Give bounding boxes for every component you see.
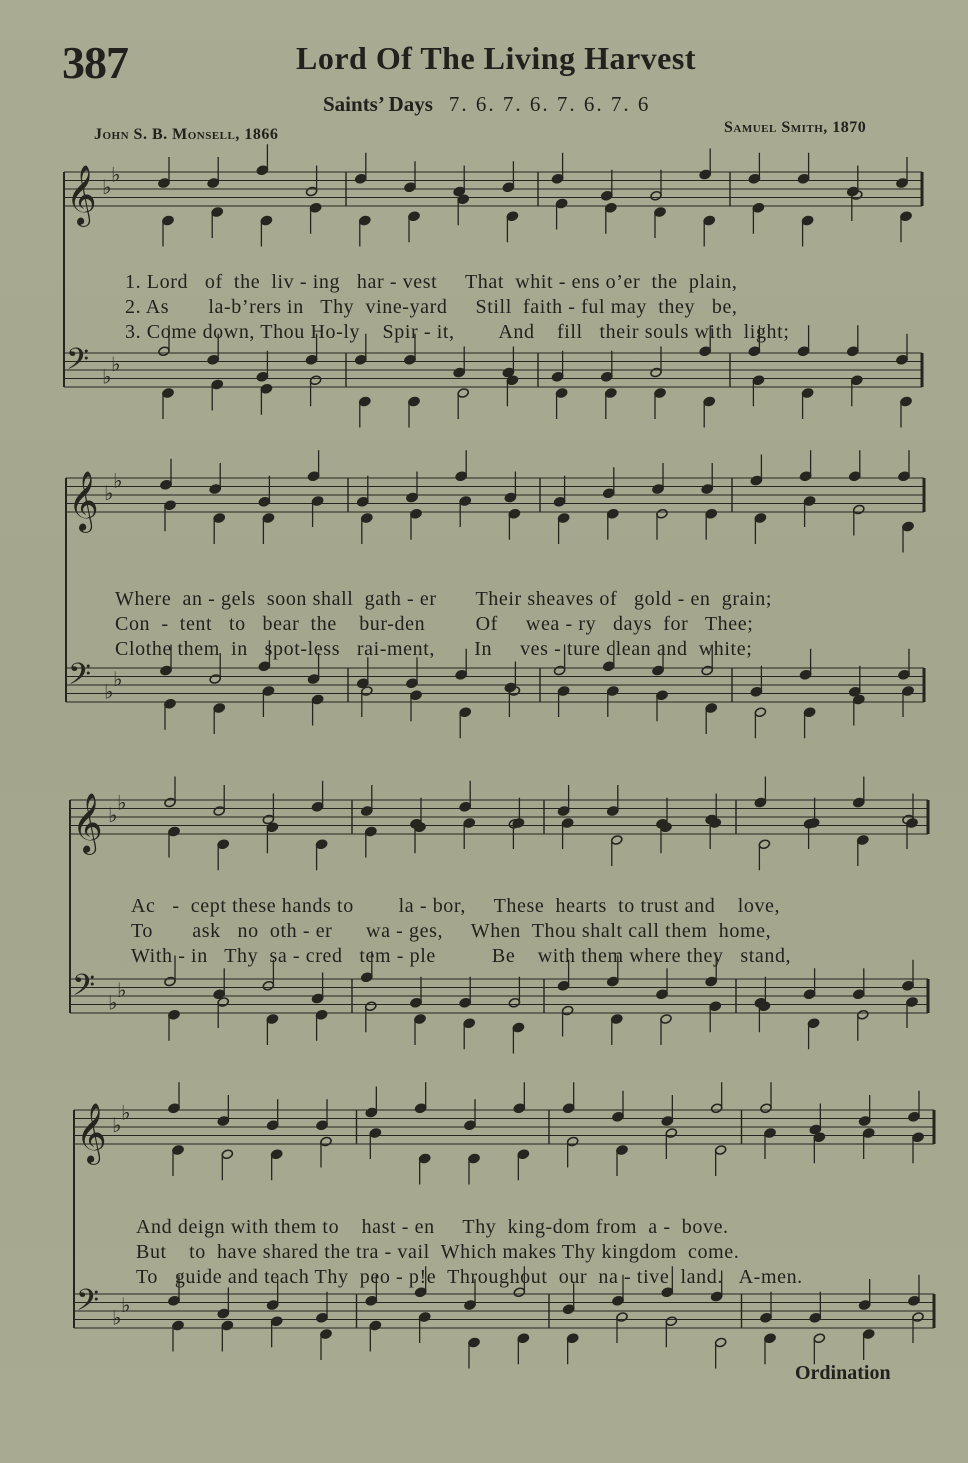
flat-sign: ♭ — [121, 1100, 131, 1125]
flat-sign: ♭ — [104, 481, 114, 505]
note-head — [902, 686, 914, 697]
note-head — [803, 496, 815, 507]
note-head — [408, 396, 420, 407]
flat-sign: ♭ — [113, 666, 123, 691]
note-head — [857, 835, 869, 846]
note-head — [512, 1022, 524, 1033]
flat-sign: ♭ — [117, 977, 127, 1002]
note-head — [566, 1136, 578, 1147]
note-head — [502, 182, 514, 193]
note-head — [207, 178, 219, 189]
tune-name: Ordination — [795, 1362, 891, 1384]
note-head — [457, 388, 469, 399]
note-head — [369, 1128, 381, 1139]
note-head — [605, 202, 617, 213]
note-head — [168, 1009, 180, 1020]
note-head — [656, 690, 668, 701]
meter-line — [323, 92, 650, 117]
note-head — [607, 508, 619, 519]
system-4-lyrics — [136, 1190, 803, 1315]
note-head — [557, 806, 569, 817]
note-head — [217, 839, 229, 850]
note-head — [896, 178, 908, 189]
note-head — [605, 388, 617, 399]
note-head — [164, 500, 176, 511]
flat-sign: ♭ — [112, 1305, 122, 1330]
note-head — [517, 1333, 529, 1344]
flat-sign: ♭ — [111, 351, 121, 376]
verse-2-line-4: But to have shared the tra - vail Which makes Thy kingdom come. — [136, 1241, 740, 1263]
note-head — [660, 1014, 672, 1025]
note-head — [355, 173, 367, 184]
note-head — [661, 1116, 673, 1127]
note-head — [408, 211, 420, 222]
note-head — [418, 1153, 430, 1164]
note-head — [217, 1116, 229, 1127]
note-head — [270, 1149, 282, 1160]
note-head — [561, 818, 573, 829]
system-1-lyrics — [125, 245, 789, 370]
note-head — [463, 1018, 475, 1029]
note-head — [853, 989, 865, 1000]
note-head — [616, 1145, 628, 1156]
note-head — [611, 1014, 623, 1025]
note-head — [764, 1333, 776, 1344]
note-head — [406, 492, 418, 503]
note-head — [652, 484, 664, 495]
flat-sign: ♭ — [102, 175, 112, 199]
note-head — [797, 173, 809, 184]
flat-sign: ♭ — [112, 1113, 122, 1137]
verse-2-line-2: Con - tent to bear the bur-den Of wea - ry days for Thee; — [115, 613, 754, 635]
note-head — [410, 690, 422, 701]
note-head — [164, 797, 176, 808]
note-head — [847, 346, 859, 357]
note-head — [158, 178, 170, 189]
note-head — [566, 1333, 578, 1344]
note-head — [752, 375, 764, 386]
note-head — [256, 371, 268, 382]
note-head — [557, 513, 569, 524]
note-head — [601, 371, 613, 382]
note-head — [748, 173, 760, 184]
note-head — [211, 207, 223, 218]
note-head — [260, 215, 272, 226]
note-head — [801, 215, 813, 226]
note-head — [311, 801, 323, 812]
note-head — [508, 508, 520, 519]
bass-clef: 𝄢 — [76, 1284, 100, 1326]
note-head — [557, 686, 569, 697]
note-head — [699, 169, 711, 180]
meter: 7. 6. 7. 6. 7. 6. 7. 6 — [448, 92, 651, 116]
note-head — [459, 707, 471, 718]
note-head — [754, 797, 766, 808]
note-head — [309, 202, 321, 213]
note-head — [553, 496, 565, 507]
flat-sign: ♭ — [111, 162, 121, 187]
note-head — [162, 388, 174, 399]
note-head — [752, 202, 764, 213]
note-head — [468, 1337, 480, 1348]
note-head — [760, 1103, 772, 1114]
note-head — [750, 475, 762, 486]
treble-clef: 𝄞 — [76, 1103, 107, 1163]
note-head — [359, 215, 371, 226]
note-head — [172, 1320, 184, 1331]
note-head — [665, 1316, 677, 1327]
note-head — [256, 165, 268, 176]
note-head — [459, 496, 471, 507]
note-head — [908, 1111, 920, 1122]
treble-clef: 𝄞 — [68, 471, 99, 531]
note-head — [656, 508, 668, 519]
note-head — [209, 484, 221, 495]
note-head — [320, 1136, 332, 1147]
note-head — [853, 797, 865, 808]
note-head — [709, 1001, 721, 1012]
note-head — [361, 513, 373, 524]
flat-sign: ♭ — [117, 790, 127, 815]
note-head — [414, 1014, 426, 1025]
note-head — [561, 1005, 573, 1016]
note-head — [906, 818, 918, 829]
treble-clef: 𝄞 — [72, 793, 103, 853]
note-head — [858, 1300, 870, 1311]
note-head — [506, 211, 518, 222]
verse-2-line-3: To ask no oth - er wa - ges, When Thou shalt call them home, — [131, 920, 772, 942]
note-head — [162, 215, 174, 226]
note-head — [714, 1145, 726, 1156]
verse-1-line-3: Ac - cept these hands to la - bor, These hearts to trust and love, — [131, 895, 781, 917]
note-head — [611, 835, 623, 846]
occasion: Saints’ Days — [323, 92, 433, 116]
note-head — [902, 521, 914, 532]
note-head — [365, 826, 377, 837]
note-head — [410, 508, 422, 519]
verse-3-line-2: Clothe them in spot-less rai-ment, In ves - ture clean and white; — [115, 638, 753, 660]
composer-credit: Samuel Smith, 1870 — [724, 119, 867, 136]
note-head — [601, 190, 613, 201]
note-head — [612, 1111, 624, 1122]
note-head — [750, 686, 762, 697]
verse-3-line-3: With - in Thy sa - cred tem - ple Be with them where they stand, — [131, 945, 792, 967]
flat-sign: ♭ — [113, 468, 123, 493]
note-head — [701, 484, 713, 495]
note-head — [316, 1120, 328, 1131]
note-head — [551, 173, 563, 184]
note-head — [710, 1103, 722, 1114]
flat-sign: ♭ — [104, 679, 114, 704]
verse-3-line-1: 3. Come down, Thou Ho-ly Spir - it, And fill their souls with light; — [125, 321, 790, 343]
note-head — [705, 703, 717, 714]
note-head — [807, 1018, 819, 1029]
note-head — [315, 839, 327, 850]
note-head — [365, 1001, 377, 1012]
note-head — [898, 669, 910, 680]
note-head — [315, 1009, 327, 1020]
note-head — [853, 504, 865, 515]
note-head — [410, 997, 422, 1008]
verse-3-line-4: To guide and teach Thy peo - p!e Throughout our na - tive land. A-men. — [136, 1266, 803, 1288]
note-head — [311, 694, 323, 705]
note-head — [404, 182, 416, 193]
note-head — [320, 1329, 332, 1340]
note-head — [414, 1103, 426, 1114]
note-head — [213, 806, 225, 817]
note-head — [305, 186, 317, 197]
note-head — [714, 1337, 726, 1348]
note-head — [555, 388, 567, 399]
note-head — [801, 388, 813, 399]
note-head — [513, 1103, 525, 1114]
note-head — [258, 496, 270, 507]
note-head — [164, 698, 176, 709]
hymn-title: Lord Of The Living Harvest — [296, 40, 696, 76]
note-head — [809, 1312, 821, 1323]
note-head — [813, 1333, 825, 1344]
note-head — [168, 1103, 180, 1114]
note-head — [369, 1320, 381, 1331]
note-head — [270, 1316, 282, 1327]
bass-clef: 𝄢 — [72, 969, 96, 1011]
note-head — [857, 1009, 869, 1020]
verse-1-line-4: And deign with them to hast - en Thy king-dom from a - bove. — [136, 1216, 729, 1238]
verse-2-line-1: 2. As la-b’rers in Thy vine-yard Still faith - ful may they be, — [125, 296, 738, 318]
note-head — [851, 375, 863, 386]
system-3-lyrics — [131, 869, 791, 994]
note-head — [172, 1145, 184, 1156]
note-head — [221, 1149, 233, 1160]
note-head — [803, 989, 815, 1000]
note-head — [213, 513, 225, 524]
note-head — [862, 1329, 874, 1340]
system-2-lyrics — [115, 562, 772, 687]
note-head — [262, 686, 274, 697]
note-head — [607, 686, 619, 697]
note-head — [307, 471, 319, 482]
note-head — [650, 190, 662, 201]
note-head — [900, 211, 912, 222]
note-head — [168, 826, 180, 837]
verse-1-line-1: 1. Lord of the liv - ing har - vest That whit - ens o’er the plain, — [125, 271, 738, 293]
note-head — [654, 388, 666, 399]
note-head — [900, 396, 912, 407]
note-head — [797, 346, 809, 357]
note-head — [211, 379, 223, 390]
note-head — [898, 471, 910, 482]
note-head — [754, 707, 766, 718]
note-head — [221, 1320, 233, 1331]
note-head — [517, 1149, 529, 1160]
note-head — [361, 806, 373, 817]
flat-sign: ♭ — [108, 990, 118, 1015]
note-head — [504, 492, 516, 503]
note-head — [902, 980, 914, 991]
note-head — [862, 1128, 874, 1139]
note-head — [858, 1116, 870, 1127]
note-head — [365, 1107, 377, 1118]
note-head — [758, 839, 770, 850]
note-head — [463, 818, 475, 829]
note-head — [555, 198, 567, 209]
note-head — [849, 471, 861, 482]
note-head — [908, 1295, 920, 1306]
flat-sign: ♭ — [121, 1292, 131, 1317]
note-head — [311, 496, 323, 507]
note-head — [703, 215, 715, 226]
note-head — [705, 508, 717, 519]
note-head — [654, 207, 666, 218]
note-head — [799, 471, 811, 482]
note-head — [455, 471, 467, 482]
note-head — [464, 1120, 476, 1131]
note-head — [799, 669, 811, 680]
note-head — [912, 1132, 924, 1143]
note-head — [603, 488, 615, 499]
note-head — [764, 1128, 776, 1139]
note-head — [803, 707, 815, 718]
note-head — [309, 375, 321, 386]
verse-1-line-2: Where an - gels soon shall gath - er Their sheaves of gold - en grain; — [115, 588, 772, 610]
note-head — [607, 806, 619, 817]
note-head — [468, 1153, 480, 1164]
note-head — [266, 1014, 278, 1025]
note-head — [359, 396, 371, 407]
author-credit: John S. B. Monsell, 1866 — [94, 126, 279, 143]
note-head — [459, 801, 471, 812]
note-head — [459, 997, 471, 1008]
note-head — [266, 1120, 278, 1131]
note-head — [213, 703, 225, 714]
hymn-number: 387 — [62, 37, 128, 88]
note-head — [508, 997, 520, 1008]
note-head — [754, 513, 766, 524]
note-head — [562, 1103, 574, 1114]
note-head — [551, 371, 563, 382]
flat-sign: ♭ — [108, 803, 118, 827]
note-head — [160, 479, 172, 490]
note-head — [260, 383, 272, 394]
note-head — [357, 496, 369, 507]
treble-clef: 𝄞 — [66, 165, 97, 225]
note-head — [703, 396, 715, 407]
note-head — [912, 1312, 924, 1323]
note-head — [665, 1128, 677, 1139]
bass-clef: 𝄢 — [68, 658, 92, 700]
flat-sign: ♭ — [102, 364, 112, 389]
bass-clef: 𝄢 — [66, 343, 90, 385]
note-head — [311, 993, 323, 1004]
note-head — [906, 997, 918, 1008]
note-head — [262, 513, 274, 524]
note-head — [896, 354, 908, 365]
